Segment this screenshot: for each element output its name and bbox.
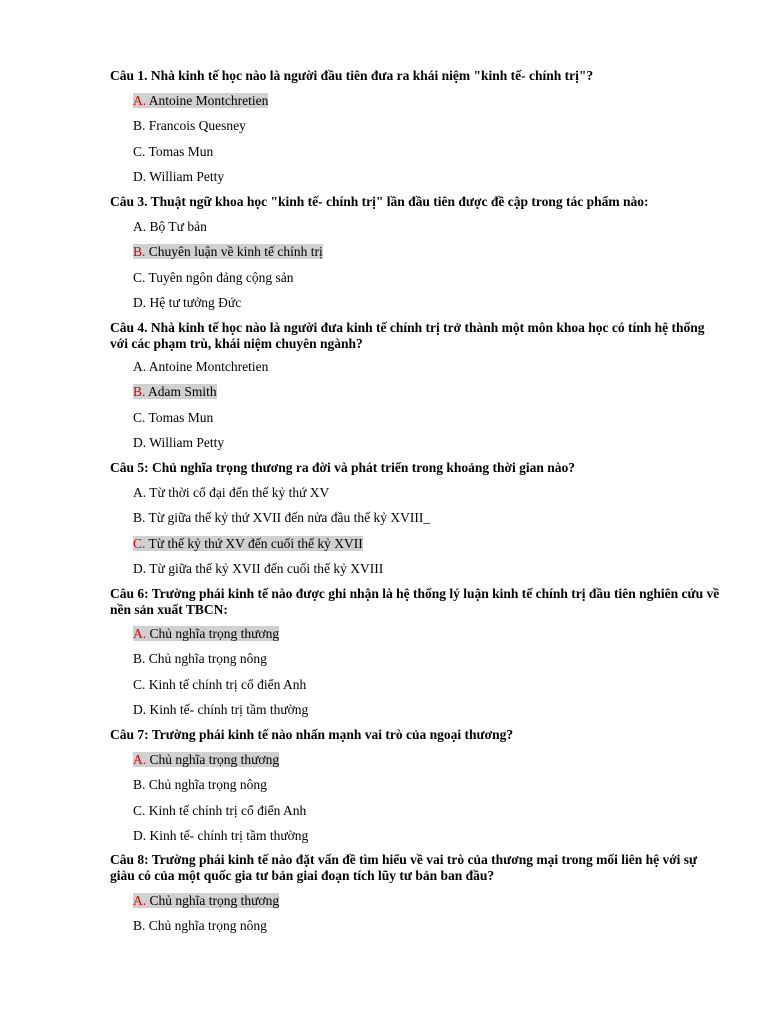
option-letter: B.: [133, 651, 146, 667]
question-title: Câu 8: Trường phái kinh tế nào đặt vấn đề tìm hiểu về vai trò của thương mại trong mối liên hệ với sự giàu có của một quốc gia tư bản giai đoạn tích lũy tư bản ban đầu?: [110, 852, 698, 883]
option-letter: A.: [133, 893, 147, 908]
answer-option: [133, 918, 267, 934]
option-letter: B.: [133, 918, 146, 934]
option-text: Chủ nghĩa trọng thương: [149, 893, 280, 908]
answer-text-wrap: [133, 651, 267, 666]
answer-highlight: [133, 384, 217, 399]
option-text: Chủ nghĩa trọng thương: [149, 752, 280, 767]
option-text: Antoine Montchretien: [148, 359, 269, 374]
question-title: Câu 6: Trường phái kinh tế nào được ghi nhận là hệ thống lý luận kinh tế chính trị đầu tiên nghiên cứu về nền sản xuất TBCN:: [110, 586, 720, 617]
option-text: Hệ tư tưởng Đức: [149, 294, 242, 310]
answer-option: [133, 803, 306, 819]
answer-text-wrap: [133, 359, 268, 374]
answer-text-wrap: [133, 510, 430, 525]
option-letter: C.: [133, 143, 146, 159]
answer-text-wrap: [133, 144, 213, 159]
answer-option: [133, 169, 224, 185]
answer-text-wrap: [133, 169, 224, 184]
option-text: Tomas Mun: [148, 143, 214, 159]
answer-option: [133, 410, 213, 426]
option-text: Từ thế kỷ thứ XV đến cuối thế kỷ XVII: [148, 535, 363, 551]
option-letter: A.: [133, 485, 147, 500]
answer-highlight: [133, 244, 323, 259]
answer-option: [133, 359, 268, 375]
answer-option-correct: [133, 752, 279, 768]
answer-option-correct: [133, 93, 268, 109]
option-text: Chủ nghĩa trọng nông: [148, 777, 267, 793]
option-letter: D.: [133, 560, 147, 576]
option-text: Adam Smith: [148, 384, 217, 400]
option-text: Antoine Montchretien: [148, 93, 269, 108]
answer-option: [133, 219, 207, 235]
option-letter: C.: [133, 802, 146, 818]
option-letter: A.: [133, 93, 147, 108]
question-title: Câu 7: Trường phái kinh tế nào nhấn mạnh vai trò của ngoại thương?: [110, 727, 514, 742]
option-text: Chuyên luận về kinh tế chính trị: [148, 244, 323, 260]
option-text: William Petty: [149, 168, 225, 184]
answer-text-wrap: [133, 219, 207, 234]
answer-highlight: [133, 752, 279, 767]
option-text: Chủ nghĩa trọng nông: [148, 651, 267, 667]
option-text: Francois Quesney: [148, 118, 246, 134]
answer-text-wrap: [133, 561, 383, 576]
answer-option-correct: [133, 384, 217, 400]
answer-option: [133, 510, 430, 526]
option-text: Kinh tế chính trị cổ điển Anh: [148, 802, 307, 818]
answer-text-wrap: [133, 803, 306, 818]
answer-option: [133, 702, 308, 718]
answer-text-wrap: [133, 777, 267, 792]
answer-option: [133, 485, 329, 501]
answer-text-wrap: [133, 118, 246, 133]
answer-text-wrap: [133, 918, 267, 933]
answer-option-correct: [133, 536, 363, 552]
answer-option: [133, 270, 294, 286]
option-text: Tuyên ngôn đảng cộng sản: [148, 269, 294, 285]
option-letter: B.: [133, 777, 146, 793]
question-title: Câu 3. Thuật ngữ khoa học "kinh tế- chính trị" lần đầu tiên được đề cập trong tác phẩm nào:: [110, 194, 649, 209]
option-text: Tomas Mun: [148, 409, 214, 425]
option-letter: D.: [133, 701, 147, 717]
option-text: Chủ nghĩa trọng nông: [148, 918, 267, 934]
answer-option: [133, 828, 308, 844]
option-text: Từ giữa thế kỷ XVII đến cuối thế kỷ XVIII: [149, 560, 384, 576]
option-letter: B.: [133, 510, 146, 526]
option-letter: A.: [133, 626, 147, 641]
answer-text-wrap: [133, 435, 224, 450]
answer-text-wrap: [133, 702, 308, 717]
answer-option: [133, 295, 241, 311]
answer-text-wrap: [133, 677, 306, 692]
answer-text-wrap: [133, 410, 213, 425]
question-title: Câu 5: Chủ nghĩa trọng thương ra đời và phát triển trong khoảng thời gian nào?: [110, 460, 575, 475]
option-text: Bộ Tư bản: [149, 219, 207, 234]
answer-text-wrap: [133, 295, 241, 310]
option-text: Từ thời cổ đại đến thế kỷ thứ XV: [149, 485, 330, 500]
option-text: Kinh tế chính trị cổ điển Anh: [148, 676, 307, 692]
option-letter: C.: [133, 269, 146, 285]
option-text: Kinh tế- chính trị tầm thường: [149, 701, 309, 717]
option-letter: C.: [133, 409, 146, 425]
option-letter: C.: [133, 676, 146, 692]
answer-highlight: [133, 626, 279, 641]
answer-highlight: [133, 93, 268, 108]
answer-option-correct: [133, 893, 279, 909]
option-letter: D.: [133, 294, 147, 310]
option-letter: A.: [133, 752, 147, 767]
answer-text-wrap: [133, 270, 294, 285]
answer-option: [133, 118, 246, 134]
option-letter: B.: [133, 384, 146, 400]
answer-highlight: [133, 893, 279, 908]
option-letter: B.: [133, 244, 146, 260]
option-letter: A.: [133, 359, 147, 374]
option-letter: C.: [133, 535, 146, 551]
answer-option: [133, 561, 383, 577]
answer-option: [133, 435, 224, 451]
option-letter: D.: [133, 827, 147, 843]
answer-option: [133, 777, 267, 793]
option-text: Chủ nghĩa trọng thương: [149, 626, 280, 641]
answer-text-wrap: [133, 485, 329, 500]
option-text: William Petty: [149, 434, 225, 450]
answer-option: [133, 144, 213, 160]
option-letter: A.: [133, 219, 147, 234]
option-letter: B.: [133, 118, 146, 134]
answer-highlight: [133, 536, 363, 551]
question-title: Câu 4. Nhà kinh tế học nào là người đưa kinh tế chính trị trở thành một môn khoa học có tính hệ thống với các phạm trù, khái niệm chuyên ngành?: [110, 320, 705, 351]
option-letter: D.: [133, 168, 147, 184]
answer-option: [133, 677, 306, 693]
answer-option-correct: [133, 244, 323, 260]
answer-option-correct: [133, 626, 279, 642]
answer-text-wrap: [133, 828, 308, 843]
option-text: Kinh tế- chính trị tầm thường: [149, 827, 309, 843]
option-letter: D.: [133, 434, 147, 450]
answer-option: [133, 651, 267, 667]
option-text: Từ giữa thế kỷ thứ XVII đến nửa đầu thế kỷ XVIII_: [148, 510, 431, 526]
question-title: Câu 1. Nhà kinh tế học nào là người đầu tiên đưa ra khái niệm "kinh tế- chính trị"?: [110, 68, 594, 83]
